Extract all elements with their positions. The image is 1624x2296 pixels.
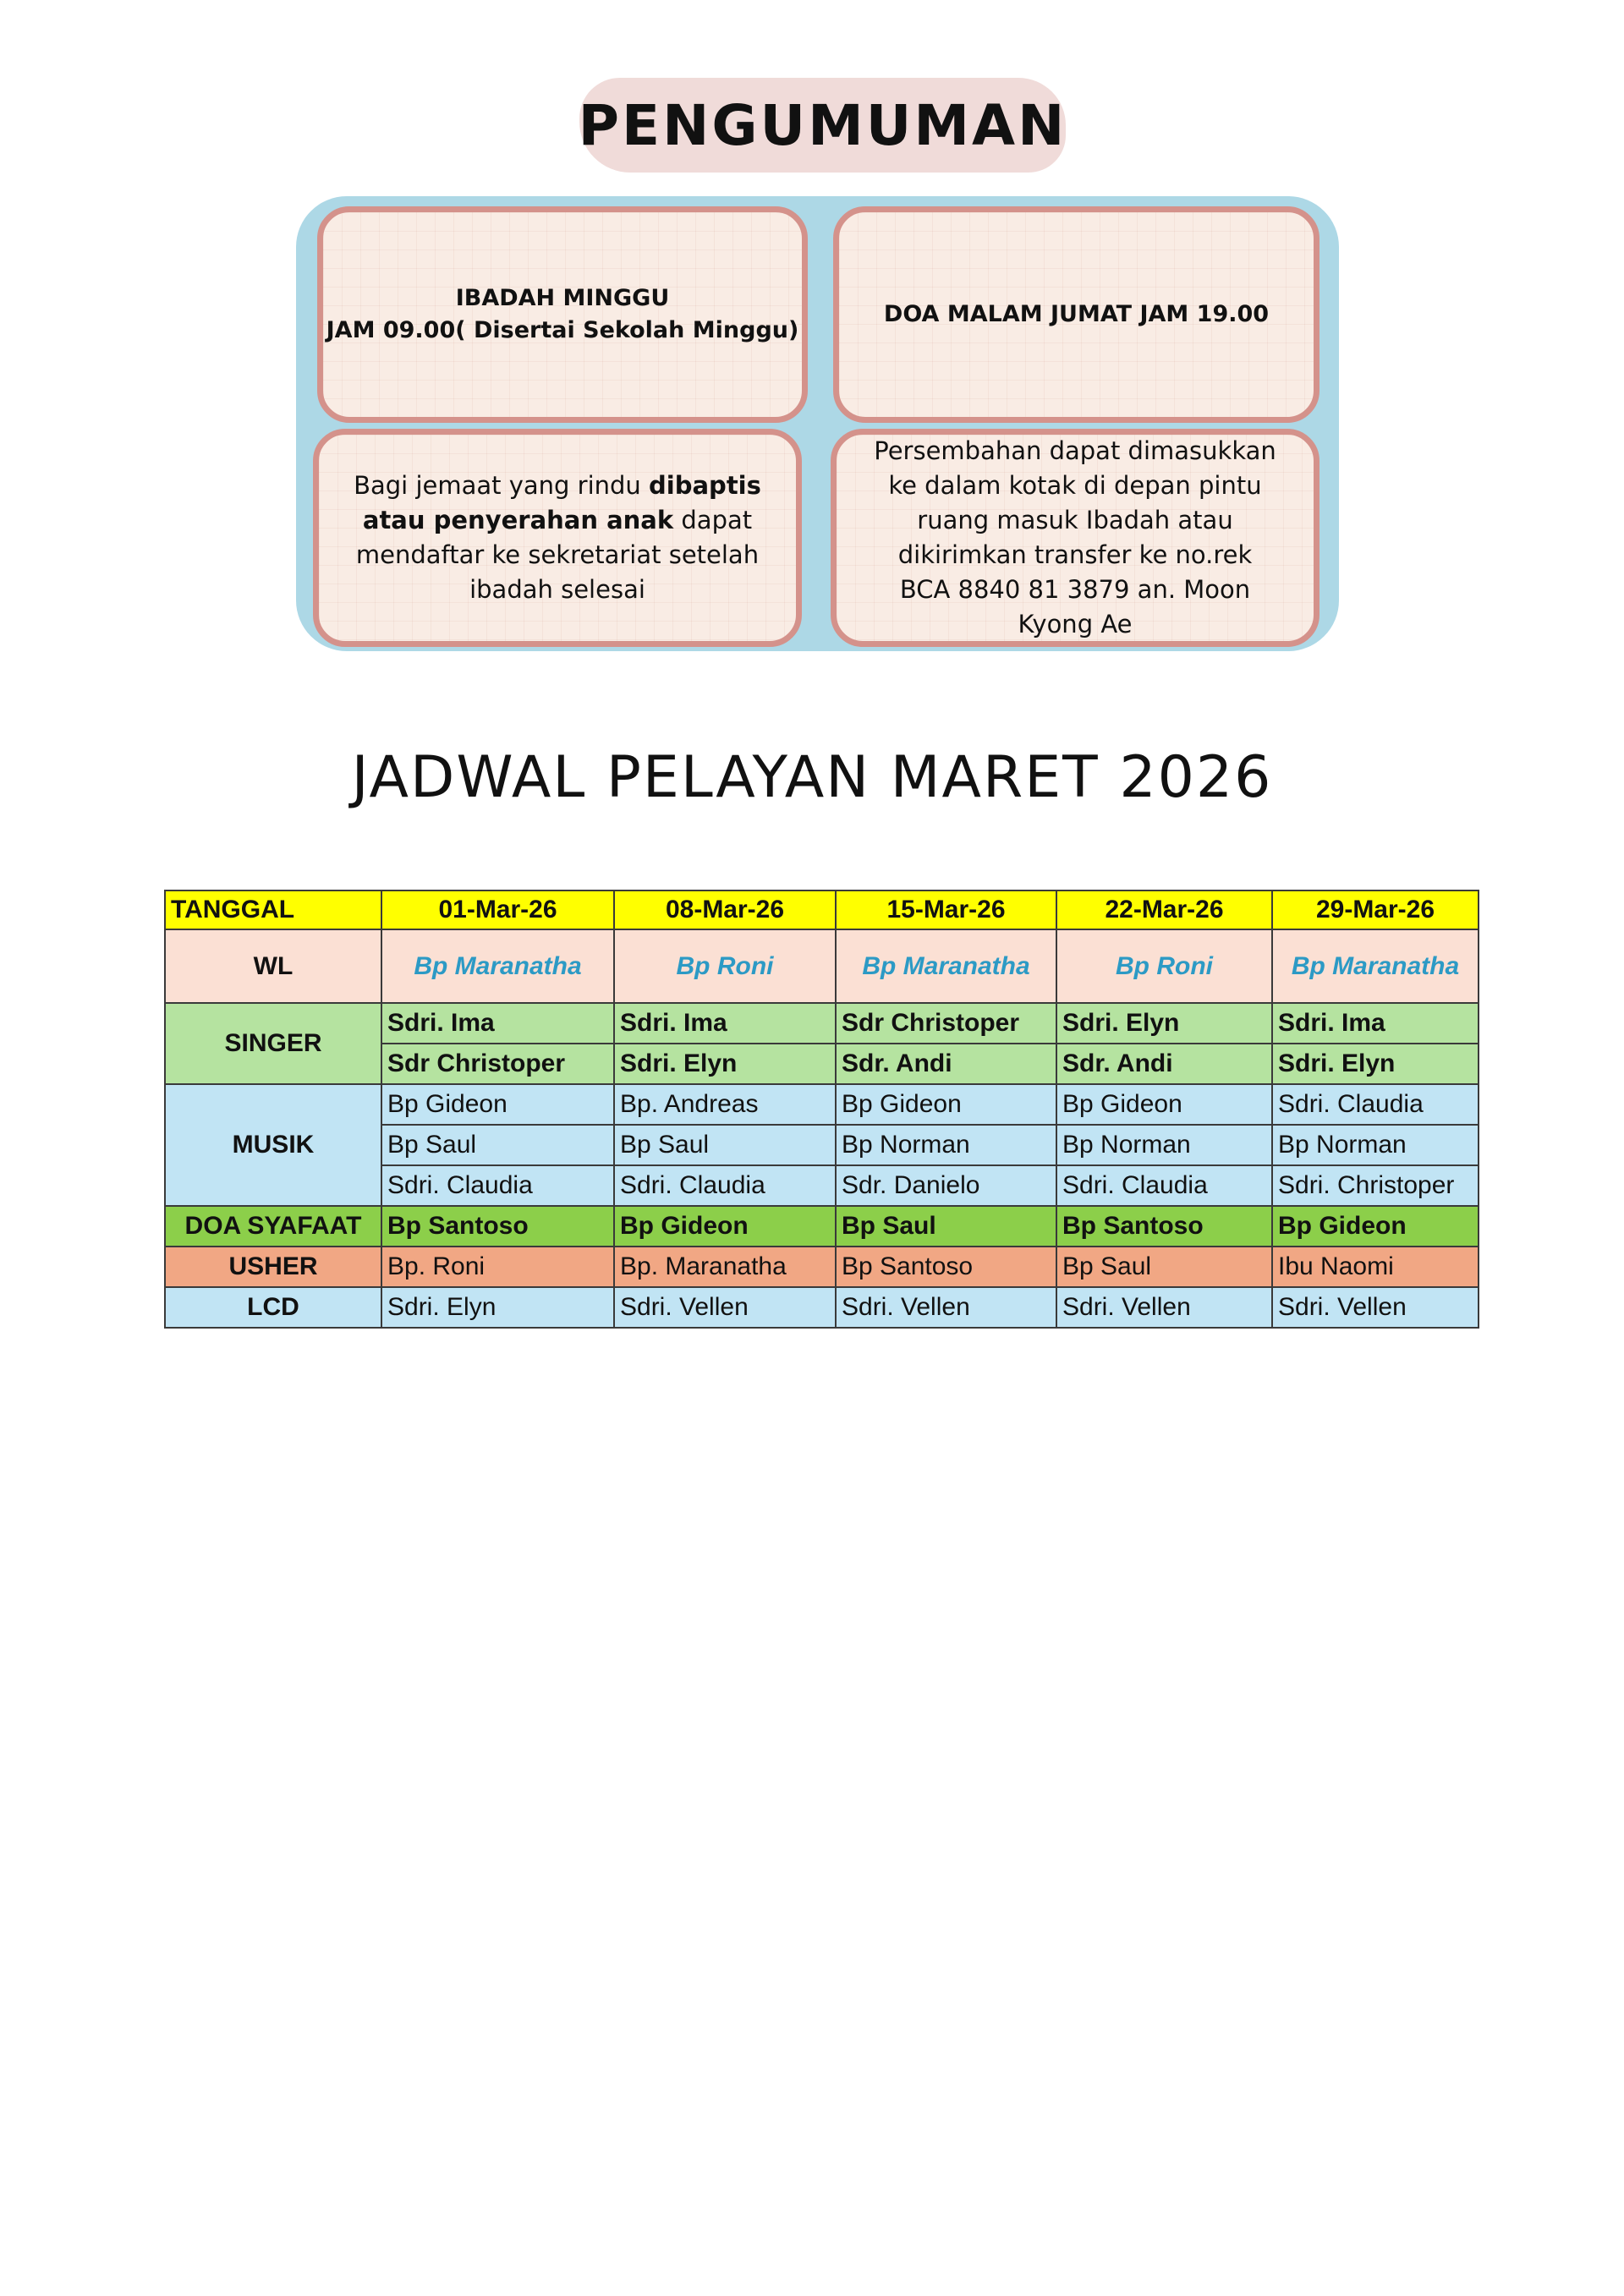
table-cell: Bp Santoso [381,1206,614,1247]
table-cell: Sdr. Danielo [836,1165,1056,1206]
table-cell: Sdri. Claudia [1056,1165,1272,1206]
table-cell: Bp. Roni [381,1247,614,1287]
table-cell: Bp. Maranatha [614,1247,836,1287]
table-cell: Bp Saul [836,1206,1056,1247]
header-label: TANGGAL [165,890,381,929]
table-cell: Bp Saul [614,1125,836,1165]
table-cell: Bp Norman [836,1125,1056,1165]
table-cell: Sdr Christoper [836,1003,1056,1044]
table-cell: Sdri. Vellen [1056,1287,1272,1328]
row-label-doa-syafaat: DOA SYAFAAT [165,1206,381,1247]
table-cell: Bp Gideon [614,1206,836,1247]
announcement-title: PENGUMUMAN [579,78,1066,173]
row-label-singer: SINGER [165,1003,381,1084]
card-offering-text: Persembahan dapat dimasukkan ke dalam kotak di depan pintu ruang masuk Ibadah atau dikirimkan transfer ke no.rek BCA 8840 81 3879 an. Moon Kyong Ae [874,436,1276,638]
table-cell: Sdri. Vellen [836,1287,1056,1328]
card-baptism [313,429,802,647]
table-cell: Bp Roni [1056,929,1272,1003]
table-cell: Sdri. Vellen [614,1287,836,1328]
card-sunday-service-line1: IBADAH MINGGU [455,285,670,311]
table-cell: Sdri. Ima [614,1003,836,1044]
table-cell: Sdr. Andi [1056,1044,1272,1084]
card-thursday-prayer-text: DOA MALAM JUMAT JAM 19.00 [883,301,1270,327]
schedule-title: JADWAL PELAYAN MARET 2026 [351,744,1273,811]
table-cell: Sdri. Christoper [1272,1165,1479,1206]
table-cell: Bp Saul [1056,1247,1272,1287]
table-cell: Sdri. Elyn [381,1287,614,1328]
table-row-singer-1 [165,1003,1479,1044]
table-cell: Bp Gideon [1056,1084,1272,1125]
table-cell: Bp Gideon [836,1084,1056,1125]
table-row-wl [165,929,1479,1003]
table-cell: Bp Gideon [1272,1206,1479,1247]
table-row-usher [165,1247,1479,1287]
table-cell: Sdr Christoper [381,1044,614,1084]
table-row-doa-syafaat [165,1206,1479,1247]
table-cell: Bp. Andreas [614,1084,836,1125]
row-label-usher: USHER [165,1247,381,1287]
table-cell: Bp Norman [1272,1125,1479,1165]
table-cell: Bp Gideon [381,1084,614,1125]
table-cell: Bp Santoso [836,1247,1056,1287]
date-cell: 22-Mar-26 [1056,890,1272,929]
table-cell: Sdri. Claudia [381,1165,614,1206]
table-cell: Bp Maranatha [381,929,614,1003]
table-cell: Sdri. Elyn [1056,1003,1272,1044]
date-cell: 15-Mar-26 [836,890,1056,929]
row-label-wl: WL [165,929,381,1003]
table-cell: Ibu Naomi [1272,1247,1479,1287]
table-cell: Sdri. Claudia [614,1165,836,1206]
table-cell: Bp Santoso [1056,1206,1272,1247]
table-cell: Sdri. Claudia [1272,1084,1479,1125]
card-offering [831,429,1320,647]
table-cell: Bp Norman [1056,1125,1272,1165]
row-label-lcd: LCD [165,1287,381,1328]
table-cell: Bp Saul [381,1125,614,1165]
card-sunday-service [317,206,808,423]
table-cell: Bp Maranatha [1272,929,1479,1003]
table-row-musik-1 [165,1084,1479,1125]
table-cell: Bp Maranatha [836,929,1056,1003]
table-cell: Sdri. Ima [381,1003,614,1044]
schedule-table [164,890,1479,1329]
table-row-lcd [165,1287,1479,1328]
row-label-musik: MUSIK [165,1084,381,1206]
card-baptism-text: Bagi jemaat yang rindu dibaptis atau penyerahan anak dapat mendaftar ke sekretariat setelah ibadah selesai [354,471,761,604]
card-sunday-service-line2: JAM 09.00( Disertai Sekolah Minggu) [326,317,799,343]
table-cell: Sdri. Ima [1272,1003,1479,1044]
table-cell: Sdr. Andi [836,1044,1056,1084]
card-thursday-prayer [833,206,1320,423]
date-cell: 29-Mar-26 [1272,890,1479,929]
table-cell: Sdri. Vellen [1272,1287,1479,1328]
table-row-dates [165,890,1479,929]
table-cell: Bp Roni [614,929,836,1003]
date-cell: 01-Mar-26 [381,890,614,929]
date-cell: 08-Mar-26 [614,890,836,929]
card-baptism-highlight: dibaptis atau penyerahan anak [362,471,761,534]
table-cell: Sdri. Elyn [614,1044,836,1084]
table-cell: Sdri. Elyn [1272,1044,1479,1084]
